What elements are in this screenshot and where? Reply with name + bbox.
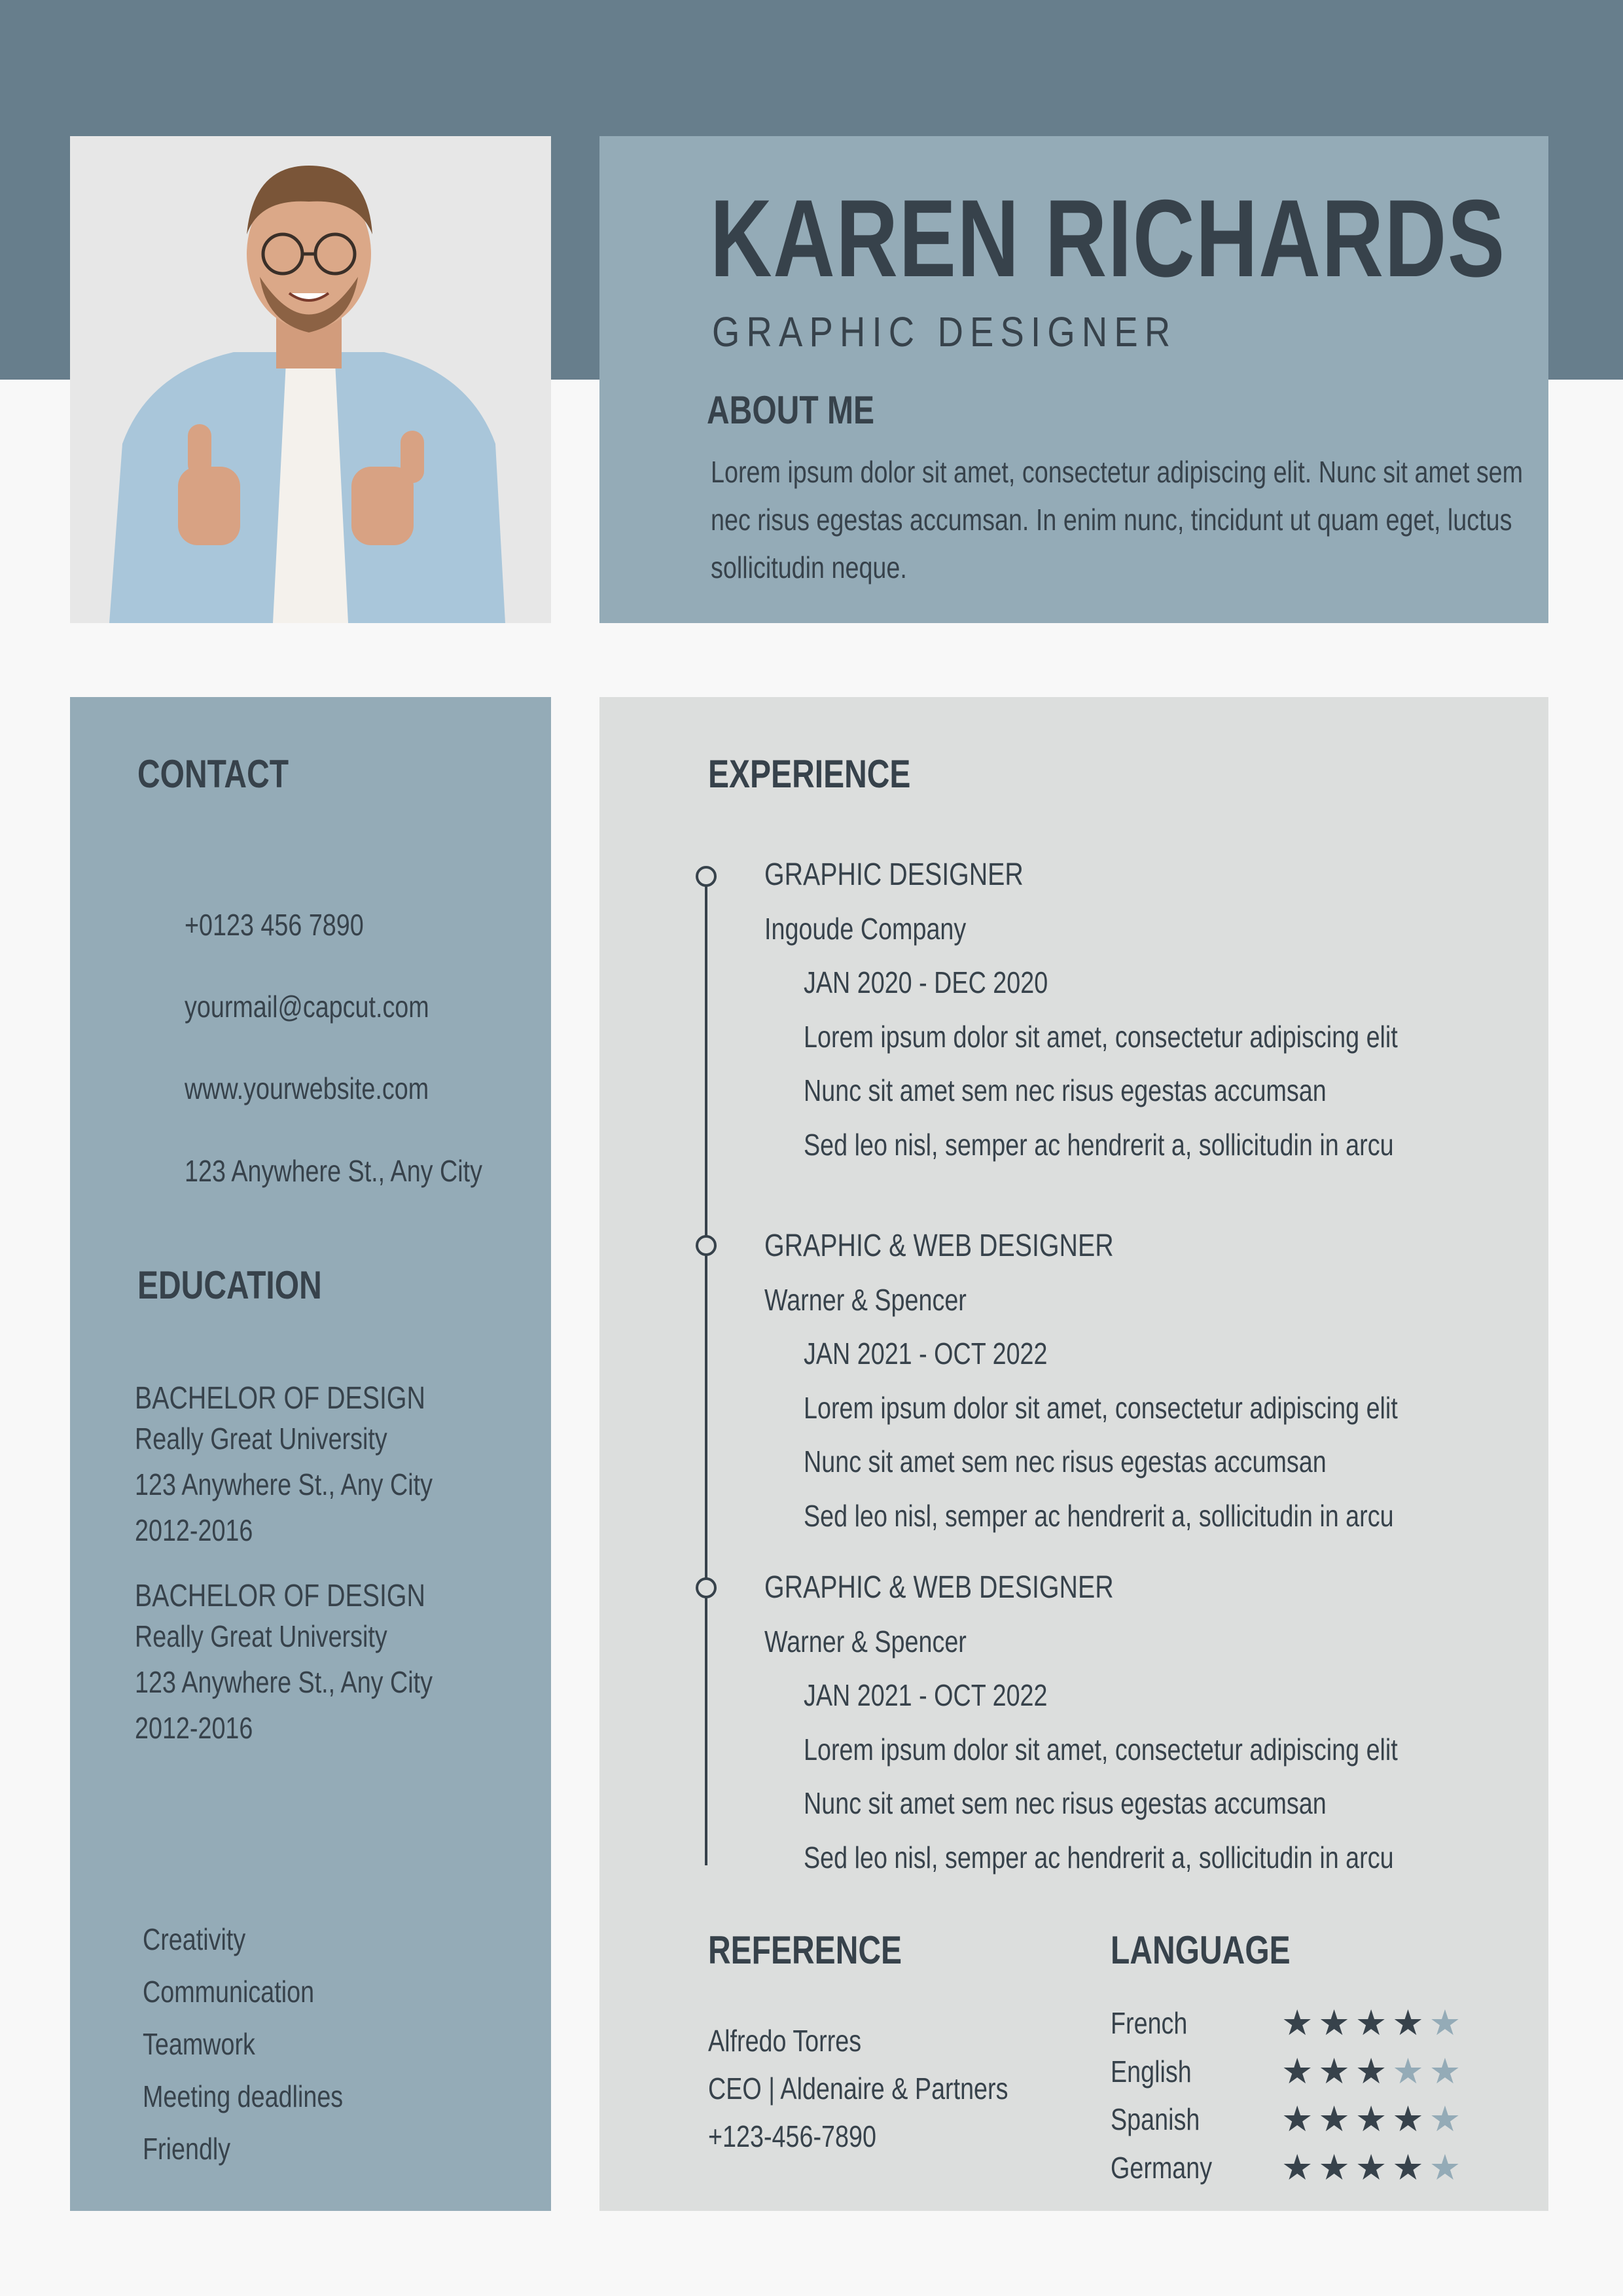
language-name: Germany	[1111, 2151, 1213, 2185]
reference-heading: REFERENCE	[708, 1928, 902, 1972]
timeline-dot	[696, 1235, 717, 1256]
experience-dates: JAN 2021 - OCT 2022	[804, 1678, 1048, 1712]
experience-role: GRAPHIC DESIGNER	[764, 857, 1024, 892]
star-filled-icon: ★	[1281, 2148, 1319, 2187]
language-heading: LANGUAGE	[1111, 1928, 1291, 1972]
language-rating	[1281, 2150, 1466, 2185]
timeline-line	[705, 876, 707, 1865]
star-empty-icon: ★	[1429, 2003, 1467, 2043]
star-filled-icon: ★	[1355, 2148, 1393, 2187]
skill-item: Creativity	[143, 1922, 246, 1956]
star-filled-icon: ★	[1318, 2100, 1355, 2139]
education-degree: BACHELOR OF DESIGN	[135, 1579, 425, 1613]
skill-item: Teamwork	[143, 2027, 255, 2061]
contact-heading: CONTACT	[137, 752, 289, 796]
education-address: 123 Anywhere St., Any City	[135, 1665, 433, 1699]
star-empty-icon: ★	[1429, 2052, 1467, 2091]
education-school: Really Great University	[135, 1619, 387, 1653]
language-name: Spanish	[1111, 2102, 1200, 2136]
experience-role: GRAPHIC & WEB DESIGNER	[764, 1570, 1114, 1605]
star-filled-icon: ★	[1318, 2052, 1355, 2091]
star-empty-icon: ★	[1429, 2148, 1467, 2187]
experience-detail: Sed leo nisl, semper ac hendrerit a, sollicitudin in arcu	[804, 1128, 1394, 1162]
star-empty-icon: ★	[1392, 2052, 1429, 2091]
experience-detail: Sed leo nisl, semper ac hendrerit a, sollicitudin in arcu	[804, 1840, 1394, 1874]
experience-detail: Lorem ipsum dolor sit amet, consectetur adipiscing elit	[804, 1020, 1398, 1054]
language-name: French	[1111, 2006, 1188, 2040]
timeline-dot	[696, 1577, 717, 1598]
reference-phone: +123-456-7890	[708, 2119, 876, 2153]
experience-detail: Sed leo nisl, semper ac hendrerit a, sollicitudin in arcu	[804, 1499, 1394, 1533]
education-school: Really Great University	[135, 1422, 387, 1456]
star-filled-icon: ★	[1392, 2100, 1429, 2139]
star-filled-icon: ★	[1281, 2100, 1319, 2139]
language-rating	[1281, 2005, 1466, 2041]
reference-position: CEO | Aldenaire & Partners	[708, 2072, 1008, 2106]
experience-detail: Nunc sit amet sem nec risus egestas accumsan	[804, 1073, 1327, 1107]
skill-item: Communication	[143, 1975, 315, 2009]
language-name: English	[1111, 2054, 1192, 2089]
education-degree: BACHELOR OF DESIGN	[135, 1381, 425, 1416]
star-filled-icon: ★	[1355, 2100, 1393, 2139]
timeline-dot	[696, 866, 717, 887]
contact-email: yourmail@capcut.com	[185, 990, 429, 1024]
contact-address: 123 Anywhere St., Any City	[185, 1154, 482, 1188]
star-filled-icon: ★	[1318, 2148, 1355, 2187]
experience-dates: JAN 2020 - DEC 2020	[804, 965, 1048, 999]
star-filled-icon: ★	[1281, 2003, 1319, 2043]
experience-company: Warner & Spencer	[764, 1624, 967, 1659]
star-filled-icon: ★	[1281, 2052, 1319, 2091]
candidate-name: KAREN RICHARDS	[710, 177, 1506, 300]
language-rating	[1281, 2054, 1466, 2089]
education-address: 123 Anywhere St., Any City	[135, 1467, 433, 1501]
experience-detail: Lorem ipsum dolor sit amet, consectetur adipiscing elit	[804, 1732, 1398, 1767]
education-heading: EDUCATION	[137, 1263, 322, 1307]
language-rating	[1281, 2102, 1466, 2137]
education-years: 2012-2016	[135, 1513, 253, 1547]
star-filled-icon: ★	[1355, 2003, 1393, 2043]
contact-phone: +0123 456 7890	[185, 908, 364, 942]
experience-role: GRAPHIC & WEB DESIGNER	[764, 1229, 1114, 1263]
experience-detail: Nunc sit amet sem nec risus egestas accumsan	[804, 1444, 1327, 1479]
experience-dates: JAN 2021 - OCT 2022	[804, 1336, 1048, 1371]
experience-company: Warner & Spencer	[764, 1283, 967, 1317]
profile-photo	[70, 136, 551, 623]
star-filled-icon: ★	[1318, 2003, 1355, 2043]
candidate-title: GRAPHIC DESIGNER	[712, 308, 1177, 355]
experience-detail: Lorem ipsum dolor sit amet, consectetur adipiscing elit	[804, 1391, 1398, 1425]
reference-name: Alfredo Torres	[708, 2024, 862, 2058]
star-filled-icon: ★	[1355, 2052, 1393, 2091]
experience-heading: EXPERIENCE	[708, 752, 911, 796]
experience-company: Ingoude Company	[764, 912, 967, 946]
education-years: 2012-2016	[135, 1711, 253, 1745]
star-empty-icon: ★	[1429, 2100, 1467, 2139]
experience-detail: Nunc sit amet sem nec risus egestas accumsan	[804, 1786, 1327, 1820]
skill-item: Meeting deadlines	[143, 2079, 344, 2113]
contact-website: www.yourwebsite.com	[185, 1071, 429, 1105]
about-text: Lorem ipsum dolor sit amet, consectetur adipiscing elit. Nunc sit amet sem nec risus egestas accumsan. In enim nunc, tincidunt ut quam eget, luctus sollicitudin neque.	[711, 455, 1524, 584]
skill-item: Friendly	[143, 2132, 231, 2166]
about-heading: ABOUT ME	[707, 388, 874, 432]
star-filled-icon: ★	[1392, 2003, 1429, 2043]
star-filled-icon: ★	[1392, 2148, 1429, 2187]
